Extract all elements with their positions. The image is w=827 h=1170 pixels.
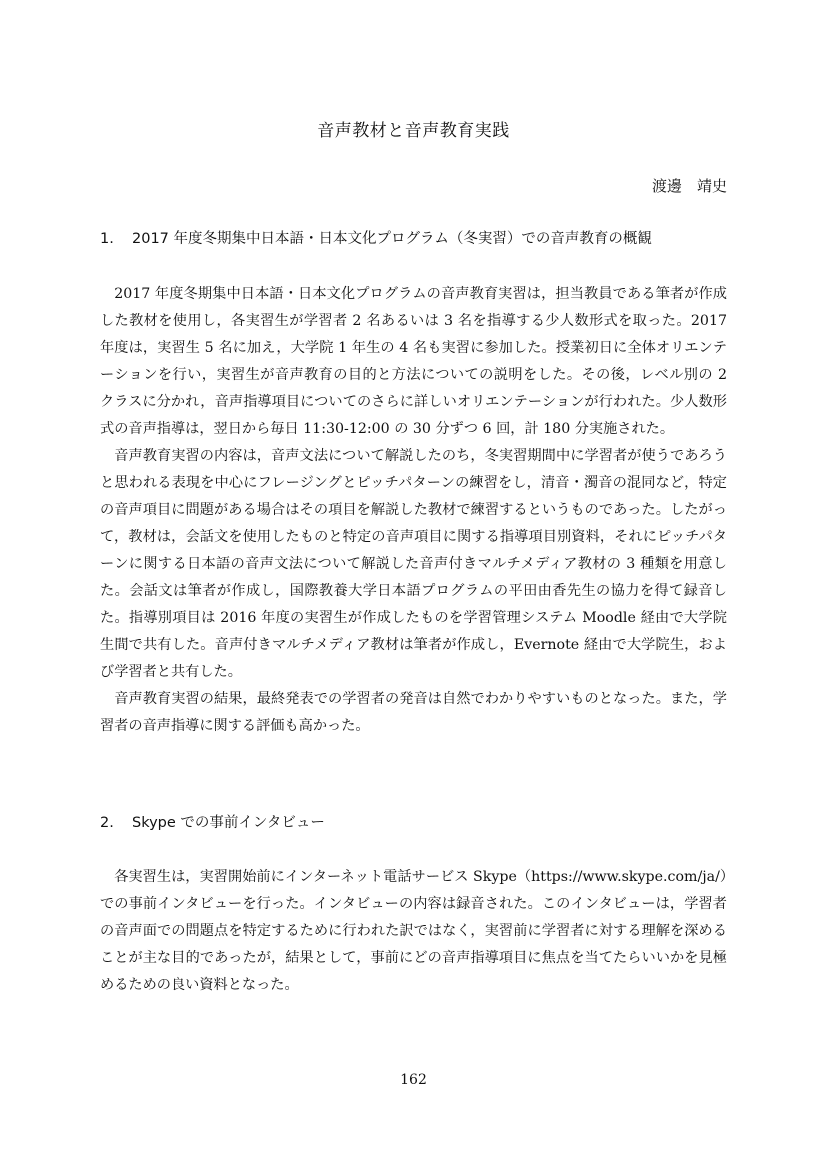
paragraph: 各実習生は，実習開始前にインターネット電話サービス Skype（https://www.skype.com/ja/）での事前インタビューを行った。インタビューの内容は録音された。このインタビューは，学習者の音声面での問題点を特定するために行われた訳ではなく，実習前に学習者に対する理解を深めることが主な目的であったが，結果として，事前にどの音声指導項目に焦点を当てたらいいかを見極めるための良い資料となった。 bbox=[100, 869, 727, 993]
paragraph: 音声教育実習の結果，最終発表での学習者の発音は自然でわかりやすいものとなった。また，学習者の音声指導に関する評価も高かった。 bbox=[100, 691, 727, 734]
section-number: 1. bbox=[100, 231, 114, 247]
section-body-1 bbox=[100, 281, 727, 740]
section-heading-text: 2017 年度冬期集中日本語・日本文化プログラム（冬実習）での音声教育の概観 bbox=[132, 231, 652, 247]
page-number: 162 bbox=[400, 1072, 427, 1088]
page-title: 音声教材と音声教育実践 bbox=[317, 121, 510, 141]
paragraph: 音声教育実習の内容は，音声文法について解説したのち，冬実習期間中に学習者が使うであろうと思われる表現を中心にフレージングとピッチパターンの練習をし，清音・濁音の混同など，特定の音声項目に問題がある場合はその項目を解説した教材で練習するというものであった。したがって，教材は，会話文を使用したものと特定の音声項目に関する指導項目別資料，それにピッチパターンに関する日本語の音声文法について解説した音声付きマルチメディア教材の 3 種類を用意した。会話文は筆者が作成し，国際教養大学日本語プログラムの平田由香先生の協力を得て録音した。指導別項目は 2016 年度の実習生が作成したものを学習管理システム Moodle 経由で大学院生間で共有した。音声付きマルチメディア教材は筆者が作成し，Evernote 経由で大学院生，および学習者と共有した。 bbox=[100, 448, 727, 680]
author-name: 渡邊 靖史 bbox=[651, 177, 727, 195]
paragraph: 2017 年度冬期集中日本語・日本文化プログラムの音声教育実習は，担当教員である筆者が作成した教材を使用し，各実習生が学習者 2 名あるいは 3 名を指導する少人数形式を取った。2017 年度は，実習生 5 名に加え，大学院 1 年生の 4 名も実習に参加した。授業初日に全体オリエンテーションを行い，実習生が音声教育の目的と方法についての説明をした。その後，レベル別の 2 クラスに分かれ，音声指導項目についてのさらに詳しいオリエンテーションが行われた。少人数形式の音声指導は，翌日から毎日 11:30-12:00 の 30 分ずつ 6 回，計 180 分実施された。 bbox=[100, 286, 727, 437]
section-heading-text: Skype での事前インタビュー bbox=[132, 815, 325, 831]
section-heading-2 bbox=[100, 811, 730, 835]
section-number: 2. bbox=[100, 815, 114, 831]
section-heading-1 bbox=[100, 227, 730, 251]
section-body-2 bbox=[100, 864, 727, 999]
